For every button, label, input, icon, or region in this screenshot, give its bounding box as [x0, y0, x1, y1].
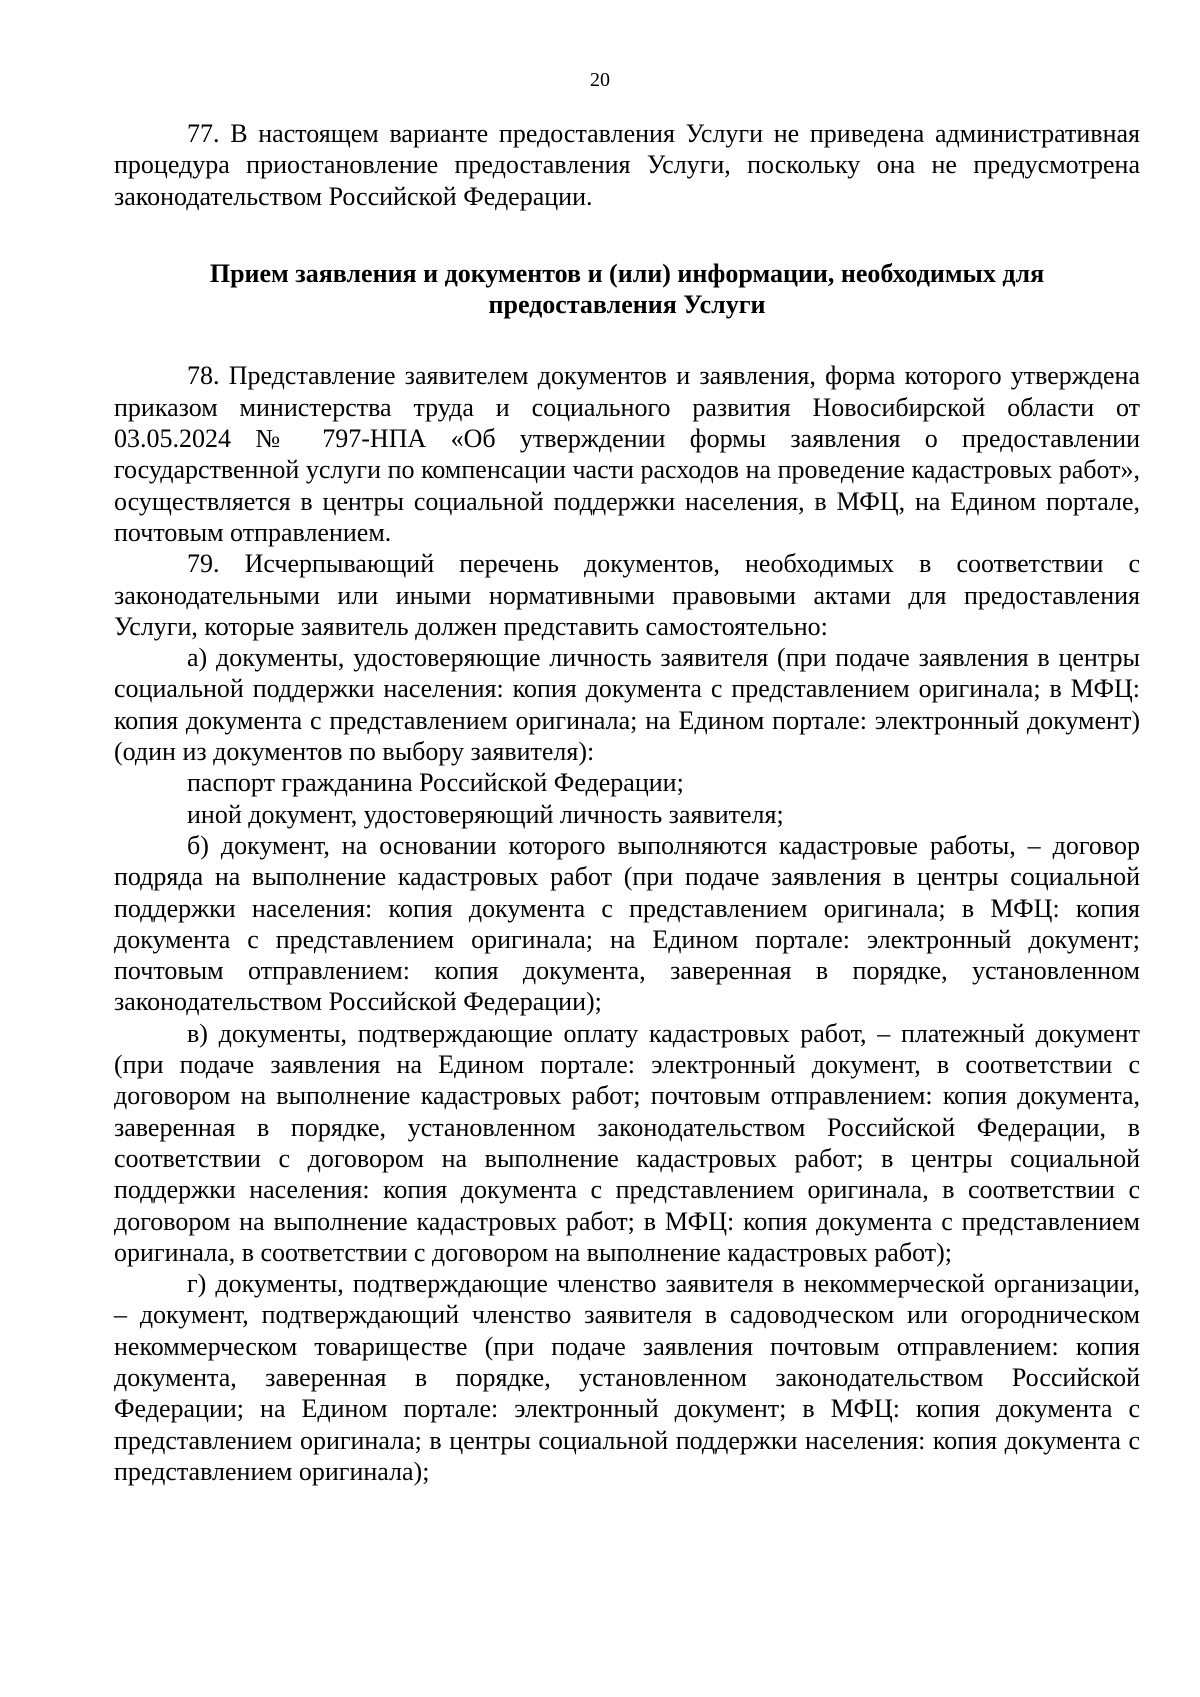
paragraph-78: 78. Представление заявителем документов и заявления, форма которого утверждена приказом министерства труда и социального развития Новосибирской области от 03.05.2024 № 797-НПА «Об утверждении формы заявления о предоставлении государственной услуги по компенсации части расходов на проведение кадастровых работ», осуществляется в центры социальной поддержки населения, в МФЦ, на Едином портале, почтовым отправлением. [114, 361, 1140, 547]
list-item-g: г) документы, подтверждающие членство заявителя в некоммерческой организации, – документ, подтверждающий членство заявителя в садоводческом или огородническом некоммерческом товариществе (при подаче заявления почтовым отправлением: копия документа, заверенная в порядке, установленном законодательством Российской Федерации; на Едином портале: электронный документ; в МФЦ: копия документа с представлением оригинала; в центры социальной поддержки населения: копия документа с представлением оригинала); [114, 1269, 1140, 1486]
list-subitem-passport: паспорт гражданина Российской Федерации; [187, 768, 684, 798]
list-subitem-other-id: иной документ, удостоверяющий личность заявителя; [187, 799, 784, 829]
section-heading-line-2: предоставления Услуги [488, 290, 766, 320]
list-item-b: б) документ, на основании которого выполняются кадастровые работы, – договор подряда на выполнение кадастровых работ (при подаче заявления в центры социальной поддержки населения: копия документа с представлением оригинала; в МФЦ: копия документа с представлением оригинала; на Едином портале: электронный документ; почтовым отправлением: копия документа, заверенная в порядке, установленном законодательством Российской Федерации); [114, 830, 1140, 1017]
page-number: 20 [590, 69, 610, 91]
list-item-v: в) документы, подтверждающие оплату кадастровых работ, – платежный документ (при подаче заявления на Едином портале: электронный документ, в соответствии с договором на выполнение кадастровых работ; почтовым отправлением: копия документа, заверенная в порядке, установленном законодательством Российской Федерации, в соответствии с договором на выполнение кадастровых работ; в центры социальной поддержки населения: копия документа с представлением оригинала, в соответствии с договором на выполнение кадастровых работ; в МФЦ: копия документа с представлением оригинала, в соответствии с договором на выполнение кадастровых работ); [114, 1018, 1140, 1267]
list-item-a: а) документы, удостоверяющие личность заявителя (при подаче заявления в центры социальной поддержки населения: копия документа с представлением оригинала; в МФЦ: копия документа с представлением оригинала; на Едином портале: электронный документ) (один из документов по выбору заявителя): [114, 643, 1140, 767]
section-heading [114, 258, 1140, 321]
section-heading-line-1: Прием заявления и документов и (или) информации, необходимых для [209, 258, 1045, 288]
document-body [114, 118, 1140, 1487]
paragraph-77: 77. В настоящем варианте предоставления Услуги не приведена административная процедура приостановление предоставления Услуги, поскольку она не предусмотрена законодательством Российской Федерации. [114, 119, 1140, 211]
paragraph-79: 79. Исчерпывающий перечень документов, необходимых в соответствии с законодательными или иными нормативными правовыми актами для предоставления Услуги, которые заявитель должен представить самостоятельно: [114, 549, 1140, 641]
